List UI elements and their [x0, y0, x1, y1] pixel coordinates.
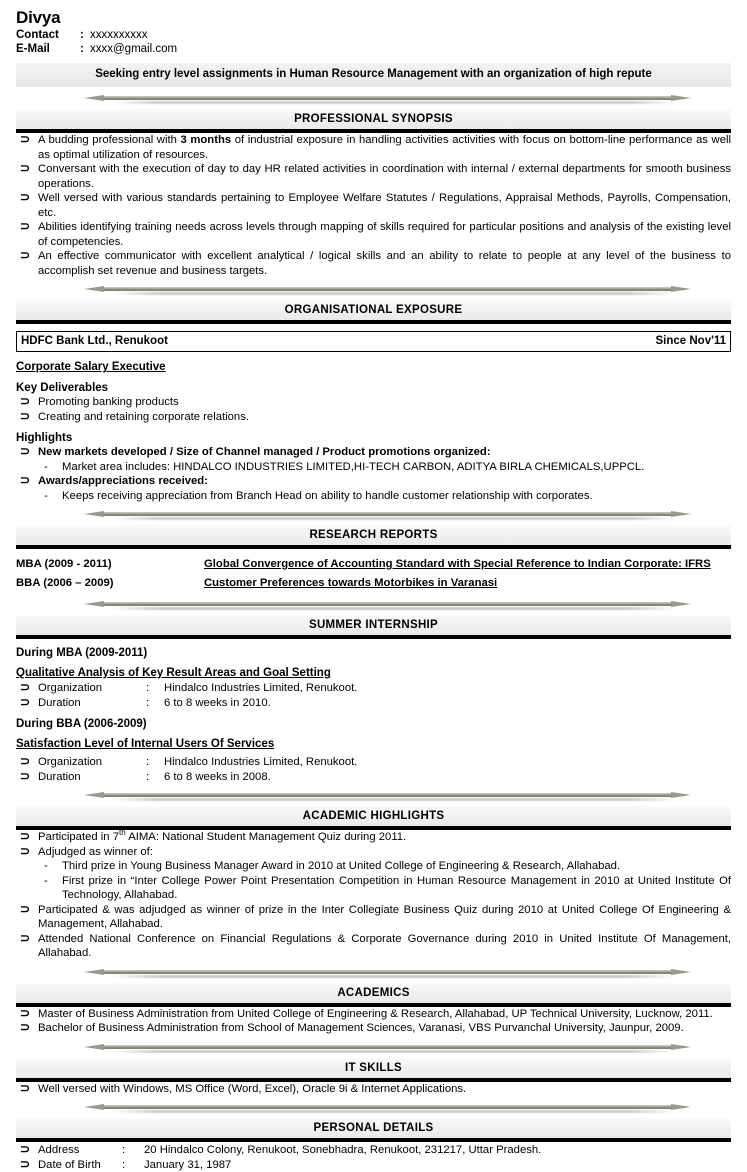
detail-key: Address: [38, 1143, 122, 1158]
bullet-icon: ⊃: [20, 902, 30, 917]
divider-bar: [104, 793, 671, 797]
contact-value: xxxxxxxxxx: [90, 28, 177, 42]
decorative-divider: [16, 964, 731, 981]
internship-project-title: Qualitative Analysis of Key Result Areas and Goal Setting: [16, 666, 731, 680]
dash-icon: -: [44, 859, 48, 874]
divider-shadow: [112, 607, 675, 610]
divider-shadow: [112, 798, 675, 801]
company-name: HDFC Bank Ltd., Renukoot: [21, 334, 168, 348]
section-header-it-skills: IT SKILLS: [16, 1058, 731, 1082]
divider-shadow: [112, 975, 675, 978]
synopsis-text: Well versed with various standards pertaining to Employee Welfare Statutes / Regulations, Appraisal Methods, Payrolls, Compensation, etc.: [38, 192, 731, 219]
contact-row: [16, 28, 177, 42]
it-skill-text: Well versed with Windows, MS Office (Word, Excel), Oracle 9i & Internet Applications.: [38, 1083, 466, 1095]
divider-bar: [104, 1045, 671, 1049]
table-row: [16, 555, 731, 574]
divider-bar: [104, 512, 671, 516]
list-item: [16, 474, 731, 489]
list-item: [16, 133, 731, 162]
highlight-heading: Awards/appreciations received:: [38, 475, 208, 487]
internship-project-title: Satisfaction Level of Internal Users Of Services: [16, 737, 731, 751]
list-item: [16, 410, 731, 425]
bullet-icon: ⊃: [20, 844, 30, 859]
section-header-academics: ACADEMICS: [16, 983, 731, 1007]
highlight-text: Participated & was adjudged as winner of prize in the Inter Collegiate Business Quiz during 2010 at United College Of Engineering & Management, Allahabad.: [38, 904, 731, 931]
detail-value: January 31, 1987: [144, 1159, 231, 1171]
bullet-icon: ⊃: [20, 132, 30, 147]
candidate-name: Divya: [16, 0, 731, 27]
dash-icon: -: [44, 460, 48, 475]
detail-colon: :: [146, 696, 164, 711]
detail-colon: :: [146, 770, 164, 785]
list-item: [16, 1021, 731, 1036]
academic-text: Master of Business Administration from United College of Engineering & Research, Allahabad, UP Technical University, Lucknow, 2011.: [38, 1008, 713, 1020]
bullet-icon: ⊃: [20, 473, 30, 488]
company-bar: [16, 331, 731, 352]
academic-highlights-list: [16, 830, 731, 859]
bullet-icon: ⊃: [20, 219, 30, 234]
research-title: Customer Preferences towards Motorbikes in Varanasi: [204, 574, 731, 593]
list-item: [16, 249, 731, 278]
detail-key: Date of Birth: [38, 1158, 122, 1172]
subitem-text: First prize in “Inter College Power Point Presentation Competition in Human Resource Management in 2010 at United Institute Of Technology, Allahabad.: [62, 875, 731, 902]
synopsis-text: Abilities identifying training needs across levels through mapping of skills required for particular positions and analysis of the existing level of competencies.: [38, 221, 731, 248]
section-header-professional-synopsis: PROFESSIONAL SYNOPSIS: [16, 109, 731, 133]
academic-subitems-list: [16, 859, 731, 903]
list-item: [16, 830, 731, 845]
bullet-icon: ⊃: [20, 829, 30, 844]
list-item: [16, 845, 731, 860]
bullet-icon: ⊃: [20, 444, 30, 459]
deliverable-text: Creating and retaining corporate relations.: [38, 411, 249, 423]
section-header-academic-highlights: ACADEMIC HIGHLIGHTS: [16, 806, 731, 830]
detail-key: Organization: [38, 681, 146, 696]
highlight-detail-list: [16, 460, 731, 475]
personal-details-list: [16, 1143, 731, 1172]
objective-banner: Seeking entry level assignments in Human Resource Management with an organization of high repute: [16, 63, 731, 87]
dash-icon: -: [44, 489, 48, 504]
divider-shadow: [112, 1050, 675, 1053]
contact-info-table: [16, 28, 177, 56]
decorative-divider: [16, 281, 731, 298]
list-item: [16, 932, 731, 961]
highlight-detail-list: [16, 489, 731, 504]
divider-shadow: [112, 517, 675, 520]
list-item: [16, 460, 731, 475]
list-item: [16, 1007, 731, 1022]
internship-period-label: During BBA (2006-2009): [16, 717, 731, 731]
email-row: [16, 42, 177, 56]
detail-value: 6 to 8 weeks in 2008.: [164, 771, 271, 783]
email-value: xxxx@gmail.com: [90, 42, 177, 56]
bullet-icon: ⊃: [20, 1157, 30, 1172]
list-item: [16, 859, 731, 874]
list-item: [16, 220, 731, 249]
bullet-icon: ⊃: [20, 190, 30, 205]
bullet-icon: ⊃: [20, 394, 30, 409]
deliverable-text: Promoting banking products: [38, 396, 179, 408]
section-header-research-reports: RESEARCH REPORTS: [16, 525, 731, 549]
list-item: [16, 489, 731, 504]
key-deliverables-label: Key Deliverables: [16, 381, 731, 395]
divider-bar: [104, 602, 671, 606]
dash-icon: -: [44, 874, 48, 889]
decorative-divider: [16, 90, 731, 107]
contact-colon: :: [80, 28, 90, 42]
divider-bar: [104, 1105, 671, 1109]
key-deliverables-list: [16, 395, 731, 424]
synopsis-text-post: of industrial exposure in handling activities activities with focus on bottom-line performance as well as optimal utilization of resources.: [38, 134, 731, 161]
bullet-icon: ⊃: [20, 931, 30, 946]
decorative-divider: [16, 787, 731, 804]
list-item: [16, 681, 731, 696]
internship-details-list: [16, 681, 731, 710]
detail-value: Hindalco Industries Limited, Renukoot.: [164, 756, 357, 768]
bullet-icon: ⊃: [20, 1020, 30, 1035]
decorative-divider: [16, 506, 731, 523]
list-item: [16, 191, 731, 220]
ordinal-suffix: th: [119, 828, 126, 837]
list-item: [16, 755, 731, 770]
bullet-icon: ⊃: [20, 1006, 30, 1021]
bullet-icon: ⊃: [20, 769, 30, 784]
detail-colon: :: [122, 1143, 144, 1158]
synopsis-text: Conversant with the execution of day to day HR related activities in coordination with internal / external departments for smooth business operations.: [38, 163, 731, 190]
decorative-divider: [16, 1039, 731, 1056]
synopsis-text: An effective communicator with excellent analytical / logical skills and an ability to relate to people at any level of the business to accomplish set revenue and business targets.: [38, 250, 731, 277]
contact-label: Contact: [16, 28, 80, 42]
list-item: [16, 696, 731, 711]
list-item: [16, 162, 731, 191]
highlights-label: Highlights: [16, 431, 731, 445]
bullet-icon: ⊃: [20, 161, 30, 176]
bullet-icon: ⊃: [20, 409, 30, 424]
section-header-organisational-exposure: ORGANISATIONAL EXPOSURE: [16, 300, 731, 324]
divider-bar: [104, 287, 671, 291]
highlight-detail: Market area includes: HINDALCO INDUSTRIES LIMITED,HI-TECH CARBON, ADITYA BIRLA CHEMICALS,UPPCL.: [62, 461, 644, 473]
detail-key: Duration: [38, 770, 146, 785]
detail-value: 6 to 8 weeks in 2010.: [164, 697, 271, 709]
synopsis-text-pre: A budding professional with: [38, 134, 180, 146]
highlight-text: Attended National Conference on Financial Regulations & Corporate Governance during 2010 in United Institute Of Management, Allahabad.: [38, 933, 731, 960]
highlight-heading: New markets developed / Size of Channel managed / Product promotions organized:: [38, 446, 491, 458]
bullet-icon: ⊃: [20, 248, 30, 263]
divider-bar: [104, 96, 671, 100]
decorative-divider: [16, 1099, 731, 1116]
detail-colon: :: [146, 681, 164, 696]
detail-colon: :: [146, 755, 164, 770]
highlights-list: [16, 474, 731, 489]
divider-shadow: [112, 292, 675, 295]
list-item: [16, 770, 731, 785]
divider-shadow: [112, 1110, 675, 1113]
detail-key: Organization: [38, 755, 146, 770]
highlight-text-pre: Participated in 7: [38, 831, 119, 843]
job-title: Corporate Salary Executive: [16, 360, 731, 374]
bullet-icon: ⊃: [20, 695, 30, 710]
academics-list: [16, 1007, 731, 1036]
decorative-divider: [16, 596, 731, 613]
highlights-list: [16, 445, 731, 460]
email-colon: :: [80, 42, 90, 56]
internship-period-label: During MBA (2009-2011): [16, 646, 731, 660]
bullet-icon: ⊃: [20, 1081, 30, 1096]
section-header-summer-internship: SUMMER INTERNSHIP: [16, 615, 731, 639]
company-period: Since Nov'11: [656, 334, 727, 348]
highlight-text: Adjudged as winner of:: [38, 846, 153, 858]
professional-synopsis-list: [16, 133, 731, 278]
academic-text: Bachelor of Business Administration from School of Management Sciences, Varanasi, VBS Purvanchal University, Jaunpur, 2009.: [38, 1022, 684, 1034]
list-item: [16, 1158, 731, 1172]
list-item: [16, 445, 731, 460]
bullet-icon: ⊃: [20, 680, 30, 695]
detail-key: Duration: [38, 696, 146, 711]
synopsis-text-strong: 3 months: [180, 134, 231, 146]
highlight-detail: Keeps receiving appreciation from Branch Head on ability to handle customer relationship with corporates.: [62, 490, 593, 502]
detail-value: 20 Hindalco Colony, Renukoot, Sonebhadra, Renukoot, 231217, Uttar Pradesh.: [144, 1144, 541, 1156]
research-degree: BBA (2006 – 2009): [16, 574, 204, 593]
research-reports-table: [16, 555, 731, 593]
list-item: [16, 903, 731, 932]
bullet-icon: ⊃: [20, 754, 30, 769]
research-title: Global Convergence of Accounting Standard with Special Reference to Indian Corporate: IFRS: [204, 555, 731, 574]
email-label: E-Mail: [16, 42, 80, 56]
academic-highlights-list-cont: [16, 903, 731, 961]
detail-value: Hindalco Industries Limited, Renukoot.: [164, 682, 357, 694]
divider-bar: [104, 970, 671, 974]
subitem-text: Third prize in Young Business Manager Award in 2010 at United College of Engineering & Research, Allahabad.: [62, 860, 620, 872]
research-degree: MBA (2009 - 2011): [16, 555, 204, 574]
list-item: [16, 395, 731, 410]
list-item: [16, 874, 731, 903]
section-header-personal-details: PERSONAL DETAILS: [16, 1118, 731, 1142]
bullet-icon: ⊃: [20, 1142, 30, 1157]
list-item: [16, 1143, 731, 1158]
spacer: [16, 751, 731, 754]
detail-colon: :: [122, 1158, 144, 1172]
highlight-text-post: AIMA: National Student Management Quiz during 2011.: [126, 831, 407, 843]
internship-details-list: [16, 755, 731, 784]
divider-shadow: [112, 101, 675, 104]
table-row: [16, 574, 731, 593]
